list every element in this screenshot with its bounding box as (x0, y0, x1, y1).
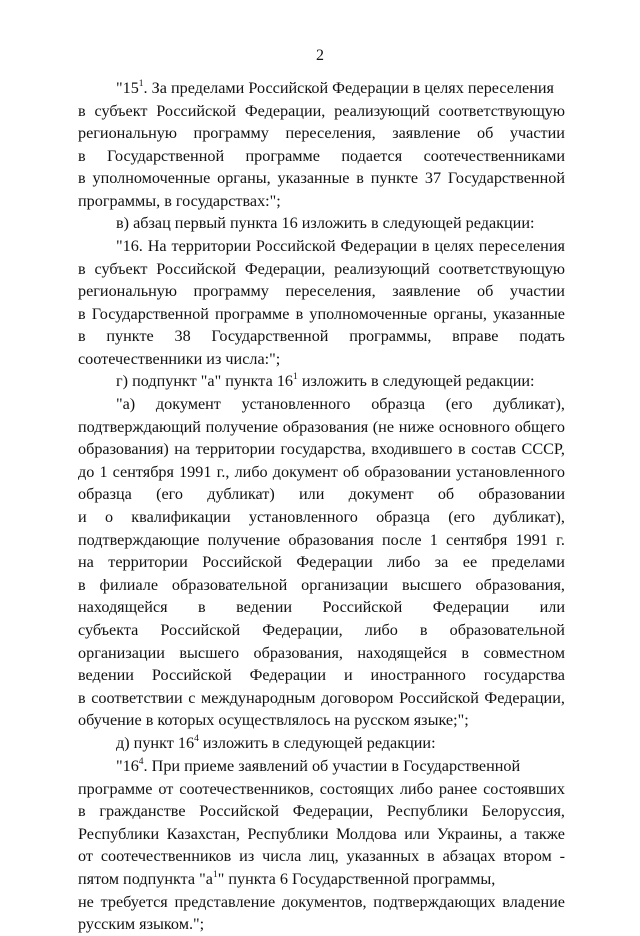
text-line: образца (его дубликат) или документ об образовании (78, 485, 565, 504)
text-line: ведении Российской Федерации и иностранного государства (78, 666, 565, 685)
text-line: в субъект Российской Федерации, реализующий соответствующую (78, 259, 565, 278)
text-line: образования) на территории государства, входившего в состав СССР, (78, 440, 565, 459)
amendment-v (78, 212, 565, 235)
text-line: подтверждающие получение образования после 1 сентября 1991 г. (78, 530, 565, 549)
text-line: программе от соотечественников, состоящих либо ранее состоявших (78, 779, 565, 798)
text-line: программы, в государствах:"; (78, 191, 281, 210)
text-line: находящейся в ведении Российской Федерации или (78, 598, 565, 617)
text-line: от соотечественников из числа лиц, указанных в абзацах втором - (78, 847, 565, 866)
text-line: в) абзац первый пункта 16 изложить в следующей редакции: (116, 214, 535, 232)
text-line: г) подпункт "а" пункта $16^1$ изложить в следующей редакции: (116, 371, 535, 390)
amendment-d (78, 732, 565, 755)
text-line: д) пункт $16^4$ изложить в следующей редакции: (116, 733, 436, 752)
text-line: в субъект Российской Федерации, реализующий соответствующую (78, 101, 565, 120)
amendment-g (78, 370, 565, 393)
page-number: 2 (316, 47, 324, 64)
text-line: Республики Казахстан, Республики Молдова или Украины, а также (78, 824, 565, 843)
text-line: в уполномоченные органы, указанные в пункте 37 Государственной (78, 169, 565, 188)
text-line: региональную программу переселения, заявление об участии (78, 282, 565, 301)
text-line: организации высшего образования, находящейся в совместном (78, 643, 565, 662)
text-line: субъекта Российской Федерации, либо в образовательной (78, 620, 565, 639)
text-line: подтверждающий получение образования (не ниже основного общего (78, 417, 565, 436)
text-line: "16. На территории Российской Федерации в целях переселения (116, 237, 565, 255)
text-line: и о квалификации установленного образца (его дубликат), (78, 507, 565, 526)
text-line: на территории Российской Федерации либо за ее пределами (78, 553, 565, 572)
text-line: "$15^1$. За пределами Российской Федерации в целях переселения (116, 78, 554, 97)
text-line: в гражданстве Российской Федерации, Республики Белоруссия, (78, 802, 565, 821)
text-line: в Государственной программе в уполномоченные органы, указанные (78, 304, 565, 323)
text-line: в соответствии с международным договором Российской Федерации, (78, 688, 565, 707)
text-line: региональную программу переселения, заявление об участии (78, 124, 565, 143)
text-line: русским языком."; (78, 915, 205, 934)
text-line: в филиале образовательной организации высшего образования, (78, 575, 565, 594)
text-line: соотечественники из числа:"; (78, 349, 281, 368)
paragraph-16-4 (78, 755, 565, 936)
text-line: "а) документ установленного образца (его дубликат), (116, 395, 565, 413)
text-line: в Государственной программе подается соотечественниками (78, 146, 565, 165)
text-line: в пункте 38 Государственной программы, вправе подать (78, 327, 565, 346)
text-line: "$16^4$. При приеме заявлений об участии в Государственной (116, 756, 521, 775)
subpoint-a (78, 393, 565, 732)
text-line: пятом подпункта "$а^1$" пункта 6 Государственной программы, (78, 869, 496, 888)
text-line: обучение в которых осуществлялось на русском языке;"; (78, 711, 469, 730)
paragraph-16 (78, 235, 565, 371)
text-line: до 1 сентября 1991 г., либо документ об образовании установленного (78, 462, 565, 481)
text-line: не требуется представление документов, подтверждающих владение (78, 892, 565, 911)
paragraph-15-1 (78, 77, 565, 213)
